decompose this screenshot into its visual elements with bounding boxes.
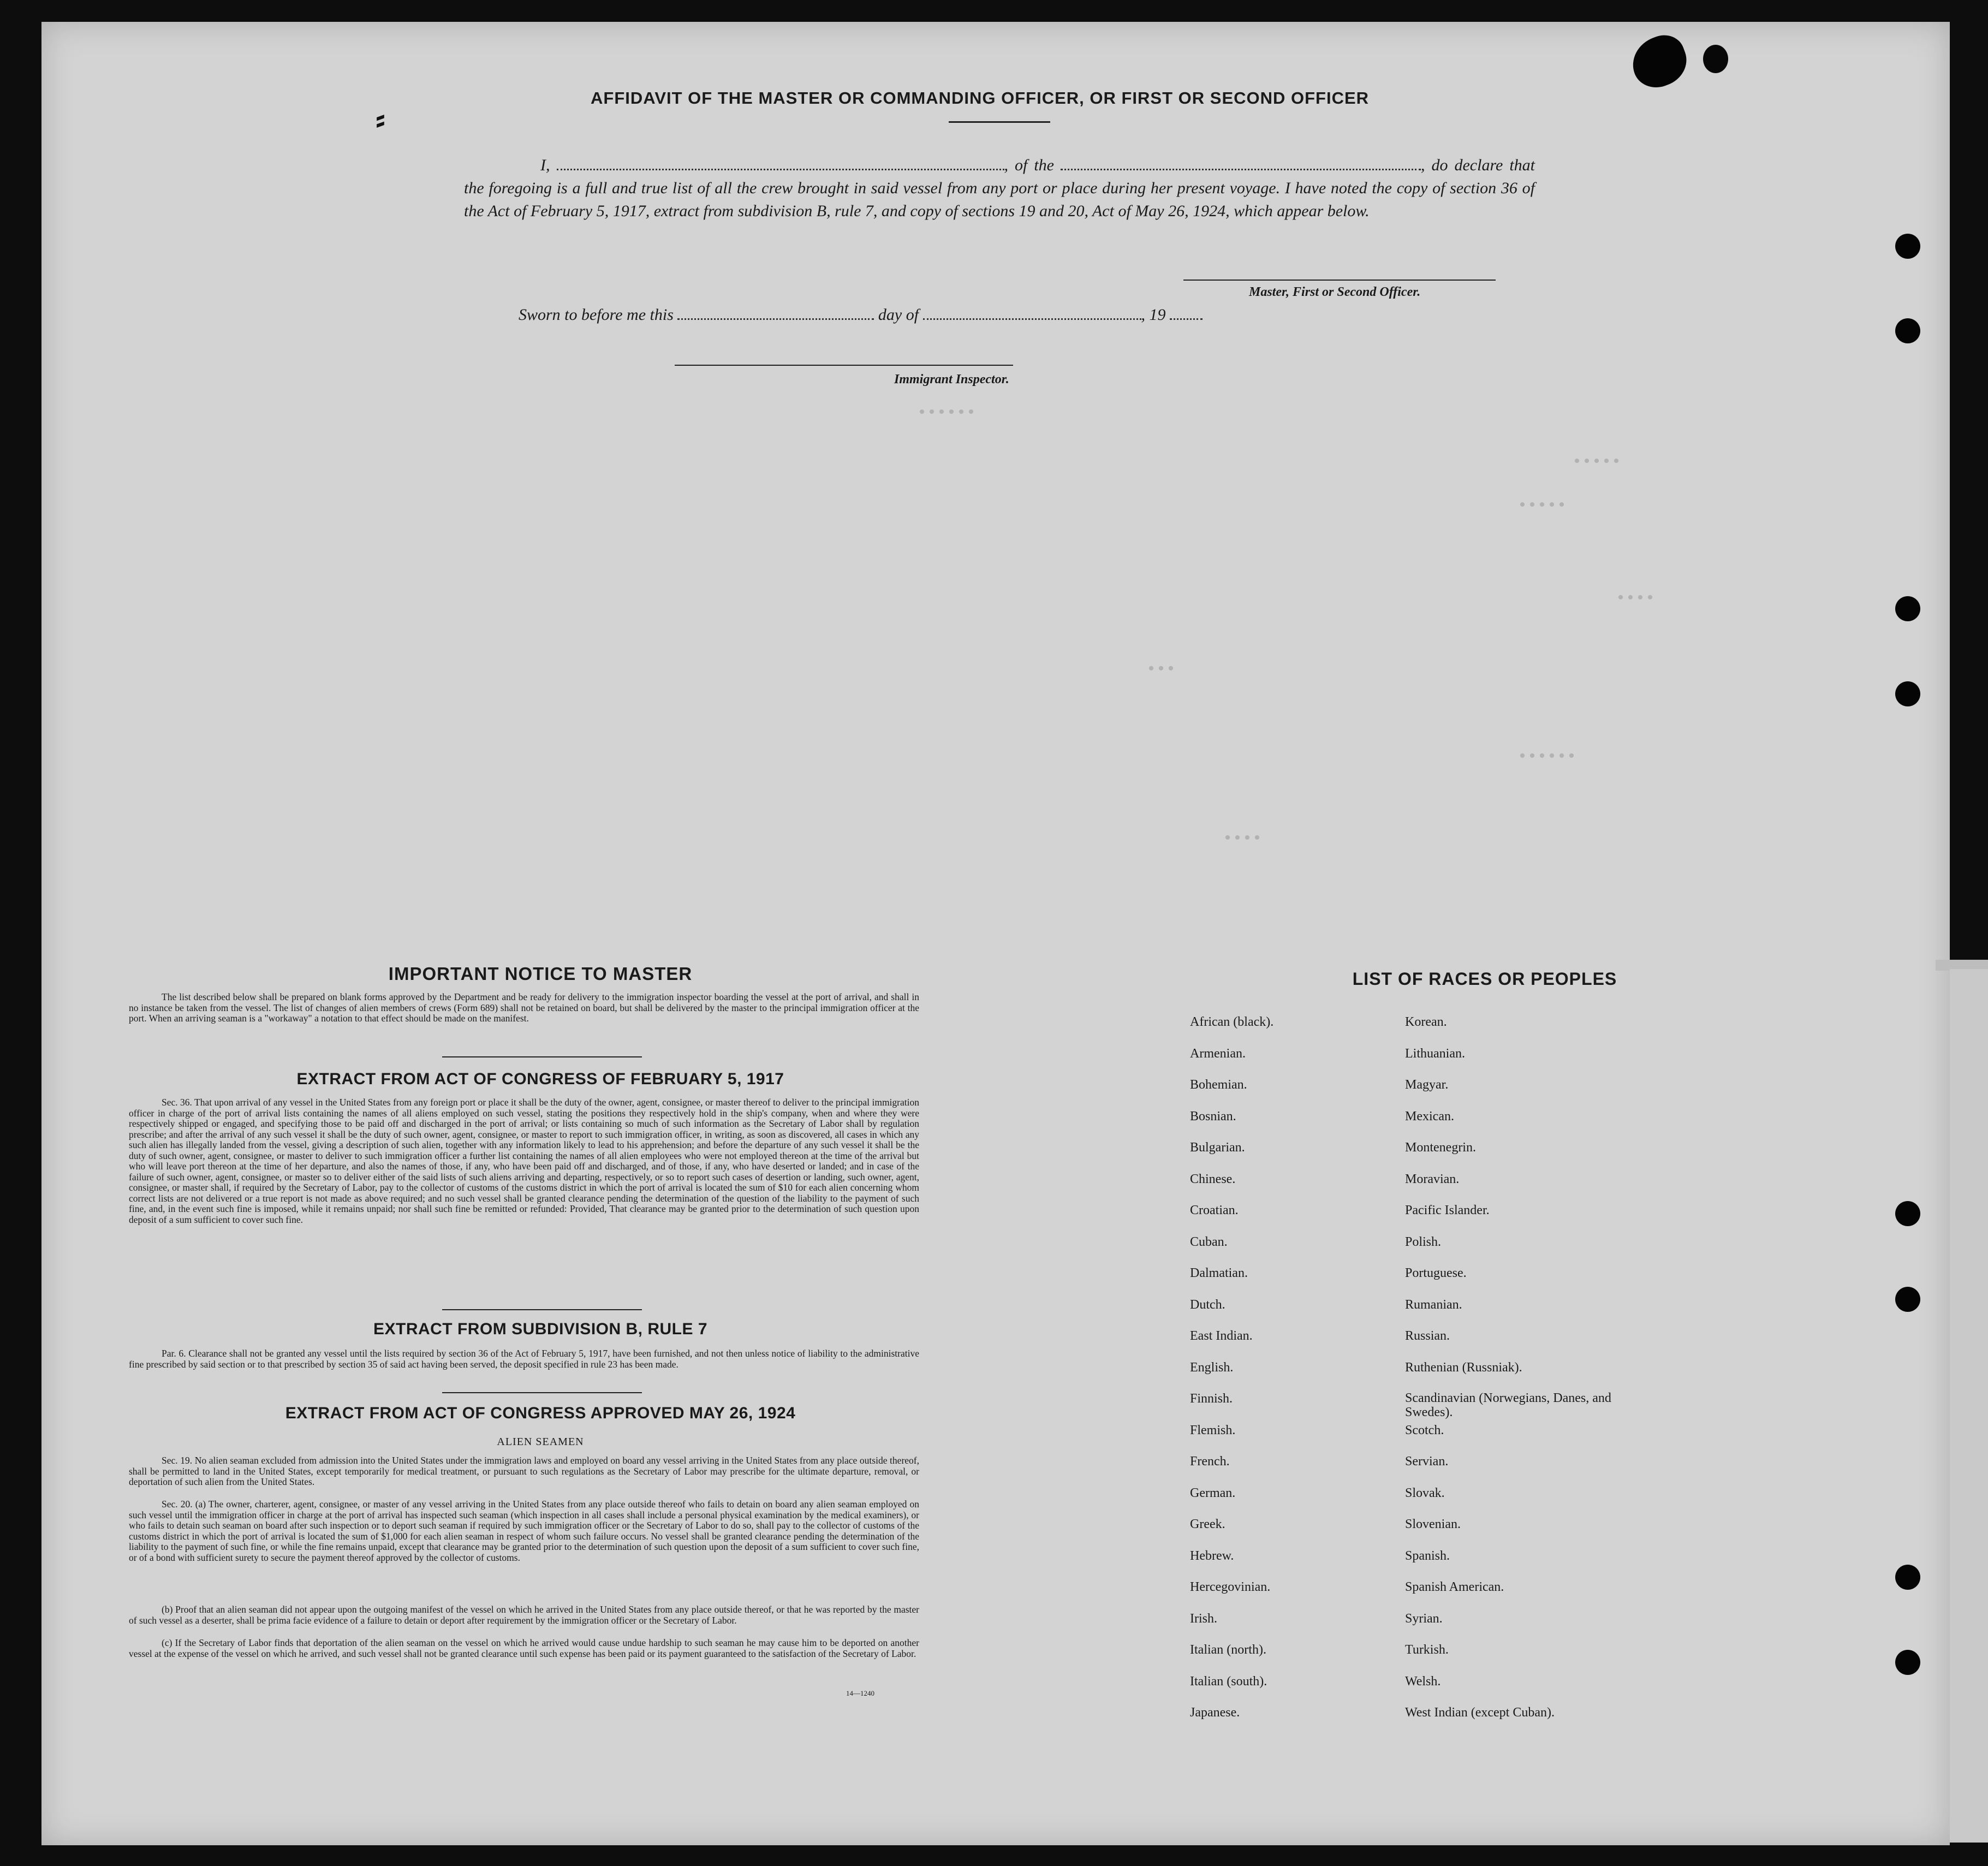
affidavit-title: AFFIDAVIT OF THE MASTER OR COMMANDING OFFICER, OR FIRST OR SECOND OFFICER — [591, 88, 1370, 108]
race-item: Slovenian. — [1405, 1517, 1461, 1531]
race-item: Armenian. — [1190, 1046, 1246, 1061]
race-item: German. — [1190, 1485, 1236, 1500]
punch-hole — [1895, 1650, 1920, 1675]
race-item: Bosnian. — [1190, 1109, 1236, 1124]
races-title: LIST OF RACES OR PEOPLES — [1352, 969, 1617, 989]
race-item: Welsh. — [1405, 1674, 1441, 1689]
race-item: Rumanian. — [1405, 1297, 1462, 1312]
race-item: Chinese. — [1190, 1172, 1236, 1186]
race-item: Moravian. — [1405, 1172, 1460, 1186]
extract-1924-sec19: Sec. 19. No alien seaman excluded from admission into the United States under the immigration laws and employed on board any vessel arriving in the United States from any place outside thereof, shall be permitted to land in the United States, except temporarily for medical treatment, or pursuant to such regulations as the Secretary of Labor may prescribe for the ultimate departure, removal, or deportation of such alien from the United States. — [129, 1455, 919, 1487]
extract-1917-divider — [442, 1309, 642, 1310]
sworn-day-field[interactable] — [677, 313, 874, 320]
race-item: Scotch. — [1405, 1423, 1444, 1437]
page-tab — [1950, 969, 1988, 1843]
bleed-through-row: •••••• — [1517, 748, 1577, 766]
race-item: Syrian. — [1405, 1611, 1443, 1626]
race-item: French. — [1190, 1454, 1230, 1469]
races-list-right — [1405, 1014, 1634, 1737]
inspector-caption: Immigrant Inspector. — [894, 372, 1009, 387]
title-underline — [949, 121, 1050, 123]
vessel-field[interactable] — [1061, 163, 1421, 170]
race-item: West Indian (except Cuban). — [1405, 1705, 1555, 1720]
race-item: Montenegrin. — [1405, 1140, 1476, 1155]
race-item: Italian (south). — [1190, 1674, 1267, 1689]
bleed-through-row: •••••• — [917, 404, 977, 423]
race-item: Italian (north). — [1190, 1643, 1266, 1657]
race-item: Irish. — [1190, 1611, 1217, 1626]
bleed-through-row: •••• — [1223, 830, 1263, 848]
notice-text: The list described below shall be prepared on blank forms approved by the Department and be ready for delivery to the immigration inspector boarding the vessel at the port of arrival, and shall in no instance be taken from the vessel. The list of changes of alien members of crews (Form 689) shall not be retained on board, but shall be delivered by the master to the principal immigration officer at the port. When an arriving seaman is a "workaway" a notation to that effect should be made on the manifest. — [129, 991, 919, 1024]
race-item: Spanish. — [1405, 1548, 1450, 1563]
margin-mark: ⸗ — [376, 102, 385, 136]
document-sheet — [41, 22, 1950, 1845]
extract-rule7-title: EXTRACT FROM SUBDIVISION B, RULE 7 — [373, 1320, 708, 1338]
master-signature-line — [1183, 280, 1496, 281]
bleed-through-row: ••• — [1146, 661, 1176, 679]
extract-rule7-text: Par. 6. Clearance shall not be granted any vessel until the lists required by section 36 of the Act of February 5, 1917, have been furnished, and not then unless notice of liability to the administrative fine prescribed by said section or to that prescribed by section 35 of said act having been served, the deposit specified in rule 23 has been made. — [129, 1348, 919, 1370]
affidavit-body: that the foregoing is a full and true list of all the crew brought in said vessel from any port or place during her present voyage. I have noted the copy of section 36 of the Act of February 5, 1917, extract from subdivision B, rule 7, and copy of sections 19 and 20, Act of May 26, 1924, which appear below. — [464, 156, 1535, 220]
race-item: Hercegovinian. — [1190, 1580, 1271, 1594]
race-item: East Indian. — [1190, 1329, 1253, 1343]
sworn-month-field[interactable] — [923, 313, 1141, 320]
punch-hole — [1895, 318, 1920, 343]
race-item: Japanese. — [1190, 1705, 1240, 1720]
master-caption: Master, First or Second Officer. — [1249, 285, 1421, 299]
form-number: 14—1240 — [846, 1689, 874, 1697]
race-item: Dalmatian. — [1190, 1266, 1248, 1280]
extract-1917-text: Sec. 36. That upon arrival of any vessel in the United States from any foreign port or place it shall be the duty of the owner, agent, consignee, or master thereof to deliver to the principal immigration officer in charge of the port of arrival lists containing the names of all aliens employed on such vessel, stating the positions they respectively hold in the ship's company, when and where they were respectively shipped or engaged, and specifying those to be paid off and discharged in the port of arrival; or lists containing so much of such information as the Secretary of Labor shall by regulation prescribe; and after the arrival of any such vessel it shall be the duty of such owner, agent, consignee, or master to report to such immigration officer, in writing, as soon as discovered, all cases in which any such alien has illegally landed from the vessel, giving a description of such alien, together with any information likely to lead to his apprehension; and before the departure of any such vessel it shall be the duty of such owner, agent, consignee, or master to deliver to such immigration officer a further list containing the names of all alien employees who were not employed thereon at the time of the arrival but who will leave port thereon at the time of her departure, and also the names of those, if any, who have been paid off and discharged, and of those, if any, who have deserted or landed; and in case of the failure of such owner, agent, consignee, or master so to deliver either of the said lists of such aliens arriving and departing, respectively, or so to report such cases of desertion or landing, such owner, agent, consignee, or master shall, if required by the Secretary of Labor, pay to the collector of customs of the customs district in which the port of arrival is located the sum of $10 for each alien concerning whom correct lists are not delivered or a true report is not made as above required; and no such vessel shall be granted clearance pending the determination of the question of the liability to the payment of such fine, and, in the event such fine is imposed, while it remains unpaid; nor shall such fine be remitted or refunded: Provided, That clearance may be granted prior to the determination of such question upon deposit of a sum sufficient to cover such fine. — [129, 1097, 919, 1225]
do-declare-label: , do declare — [1420, 156, 1503, 174]
race-item: Polish. — [1405, 1234, 1442, 1249]
race-item: Pacific Islander. — [1405, 1203, 1490, 1217]
i-label: I, — [540, 156, 550, 174]
punch-hole — [1895, 681, 1920, 706]
punch-hole — [1895, 1287, 1920, 1312]
ink-stain — [1703, 45, 1728, 73]
race-item: Magyar. — [1405, 1078, 1449, 1092]
extract-1924-sec20a: Sec. 20. (a) The owner, charterer, agent, consignee, or master of any vessel arriving in the United States from any place outside thereof who fails to detain on board any alien seaman employed on such vessel until the immigration officer in charge at the port of arrival has inspected such seaman (which inspection in all cases shall include a personal physical examination by the medical examiners), or who fails to detain such seaman on board after such inspection or to deport such seaman if required by such immigration officer or the Secretary of Labor to do so, shall pay to the collector of customs of the customs district in which the port of arrival is located the sum of $1,000 for each alien seaman in respect of whom such failure occurs. No vessel shall be granted clearance pending the determination of the liability to the payment of such fine, or while the fine remains unpaid, except that clearance may be granted prior to the determination of such question upon the deposit of a sum sufficient to cover such fine, or of a bond with sufficient surety to secure the payment thereof approved by the collector of customs. — [129, 1499, 919, 1563]
race-item: Servian. — [1405, 1454, 1449, 1469]
sworn-label: Sworn to before me this — [519, 306, 674, 324]
punch-hole — [1895, 234, 1920, 259]
affidavit-text — [464, 154, 1535, 223]
race-item: Bulgarian. — [1190, 1140, 1245, 1155]
name-field[interactable] — [557, 163, 1004, 170]
bleed-through-row: ••••• — [1572, 453, 1622, 472]
race-item: Slovak. — [1405, 1485, 1445, 1500]
bleed-through-row: ••••• — [1517, 497, 1567, 515]
race-item: African (black). — [1190, 1015, 1274, 1029]
extract-1924-title: EXTRACT FROM ACT OF CONGRESS APPROVED MAY 26, 1924 — [285, 1404, 796, 1422]
race-item: Croatian. — [1190, 1203, 1239, 1217]
notice-divider — [442, 1056, 642, 1057]
race-item: Russian. — [1405, 1329, 1450, 1343]
races-list-left — [1190, 1014, 1273, 1737]
race-item: Korean. — [1405, 1015, 1447, 1029]
extract-1924-sec20b: (b) Proof that an alien seaman did not appear upon the outgoing manifest of the vessel on which he arrived in the United States from any place outside thereof, or that he was reported by the master of such vessel as a deserter, shall be prima facie evidence of a failure to detain or deport after requirement by the immigration officer or the Secretary of Labor. — [129, 1604, 919, 1626]
extract-1924-subtitle: ALIEN SEAMEN — [497, 1436, 584, 1448]
race-item: Flemish. — [1190, 1423, 1236, 1437]
race-item: Ruthenian (Russniak). — [1405, 1360, 1522, 1375]
race-item: Lithuanian. — [1405, 1046, 1465, 1061]
race-item: Finnish. — [1190, 1392, 1233, 1406]
race-item: Spanish American. — [1405, 1580, 1504, 1594]
race-item: Bohemian. — [1190, 1078, 1247, 1092]
extract-rule7-divider — [442, 1392, 642, 1393]
race-item: Dutch. — [1190, 1297, 1225, 1312]
punch-hole — [1895, 596, 1920, 621]
bleed-through-row: •••• — [1616, 590, 1656, 608]
year-label: , 19 — [1141, 306, 1166, 324]
of-the-label: , of the — [1004, 156, 1054, 174]
race-item: Scandinavian (Norwegians, Danes, and Swedes). — [1405, 1391, 1611, 1419]
race-item: Cuban. — [1190, 1234, 1228, 1249]
sworn-year-field[interactable] — [1170, 313, 1203, 320]
notice-title: IMPORTANT NOTICE TO MASTER — [388, 964, 693, 984]
race-item: Greek. — [1190, 1517, 1225, 1531]
race-item: Turkish. — [1405, 1643, 1449, 1657]
extract-1924-sec20c: (c) If the Secretary of Labor finds that deportation of the alien seaman on the vessel on which he arrived would cause undue hardship to such seaman he may cause him to be deported on another vessel at the expense of the vessel on which he arrived, and such vessel shall not be granted clearance until such expense has been paid or its payment guaranteed to the satisfaction of the Secretary of Labor. — [129, 1637, 919, 1659]
day-of-label: day of — [878, 306, 919, 324]
punch-hole — [1895, 1565, 1920, 1590]
punch-hole — [1895, 1201, 1920, 1226]
race-item: English. — [1190, 1360, 1234, 1375]
extract-1917-title: EXTRACT FROM ACT OF CONGRESS OF FEBRUARY 5, 1917 — [296, 1070, 784, 1088]
race-item: Mexican. — [1405, 1109, 1454, 1124]
sworn-line — [519, 306, 1283, 324]
race-item: Hebrew. — [1190, 1548, 1234, 1563]
inspector-signature-line — [675, 365, 1013, 366]
race-item: Portuguese. — [1405, 1266, 1467, 1280]
